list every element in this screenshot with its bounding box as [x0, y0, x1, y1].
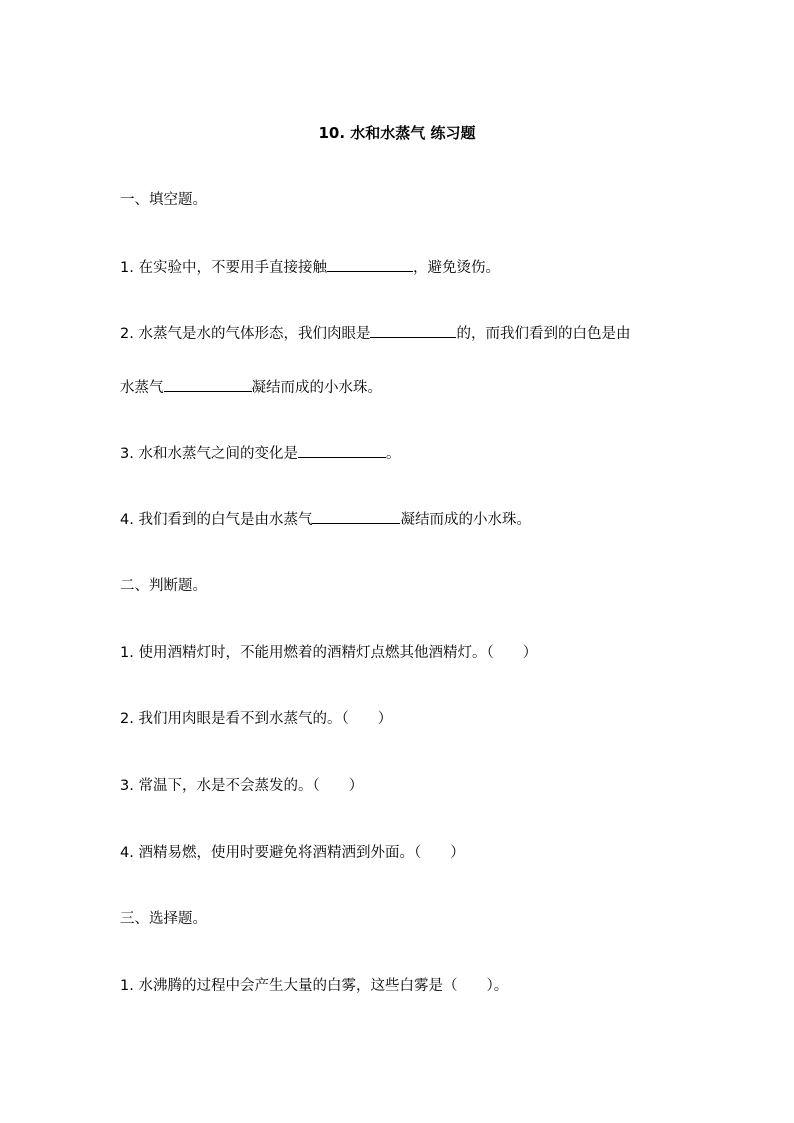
answer-blank[interactable]	[298, 442, 386, 458]
answer-blank[interactable]	[312, 508, 400, 524]
question-text: 3. 水和水蒸气之间的变化是	[120, 446, 298, 462]
fill-question-3	[120, 442, 400, 465]
judge-question-1: 1. 使用酒精灯时，不能用燃着的酒精灯点燃其他酒精灯。（ ）	[120, 645, 538, 661]
judge-question-3: 3. 常温下，水是不会蒸发的。（ ）	[120, 778, 364, 794]
answer-blank[interactable]	[370, 322, 456, 338]
judge-question-4: 4. 酒精易燃，使用时要避免将酒精洒到外面。（ ）	[120, 845, 465, 861]
section-heading-true-false: 二、判断题。	[120, 578, 207, 594]
section-heading-multiple-choice: 三、选择题。	[120, 911, 207, 927]
fill-question-1	[120, 256, 500, 279]
section-heading-fill-blank: 一、填空题。	[120, 192, 207, 208]
fill-question-2	[120, 322, 630, 345]
question-text: 2. 水蒸气是水的气体形态，我们肉眼是	[120, 326, 371, 342]
fill-question-2-continued	[120, 376, 382, 399]
question-text: 凝结而成的小水珠。	[251, 380, 382, 396]
question-text: ，避免烫伤。	[412, 260, 500, 276]
page-title: 10. 水和水蒸气 练习题	[318, 124, 476, 142]
fill-question-4	[120, 508, 531, 531]
answer-blank[interactable]	[327, 256, 413, 272]
question-text: 凝结而成的小水珠。	[400, 512, 531, 528]
question-text: 。	[385, 446, 401, 462]
question-text: 的，而我们看到的白色是由	[456, 326, 631, 342]
question-text: 水蒸气	[120, 380, 164, 396]
question-text: 1. 在实验中，不要用手直接接触	[120, 260, 327, 276]
answer-blank[interactable]	[164, 376, 252, 392]
question-text: 4. 我们看到的白气是由水蒸气	[120, 512, 313, 528]
judge-question-2: 2. 我们用肉眼是看不到水蒸气的。（ ）	[120, 711, 393, 727]
choice-question-1: 1. 水沸腾的过程中会产生大量的白雾，这些白雾是（ ）。	[120, 978, 509, 994]
